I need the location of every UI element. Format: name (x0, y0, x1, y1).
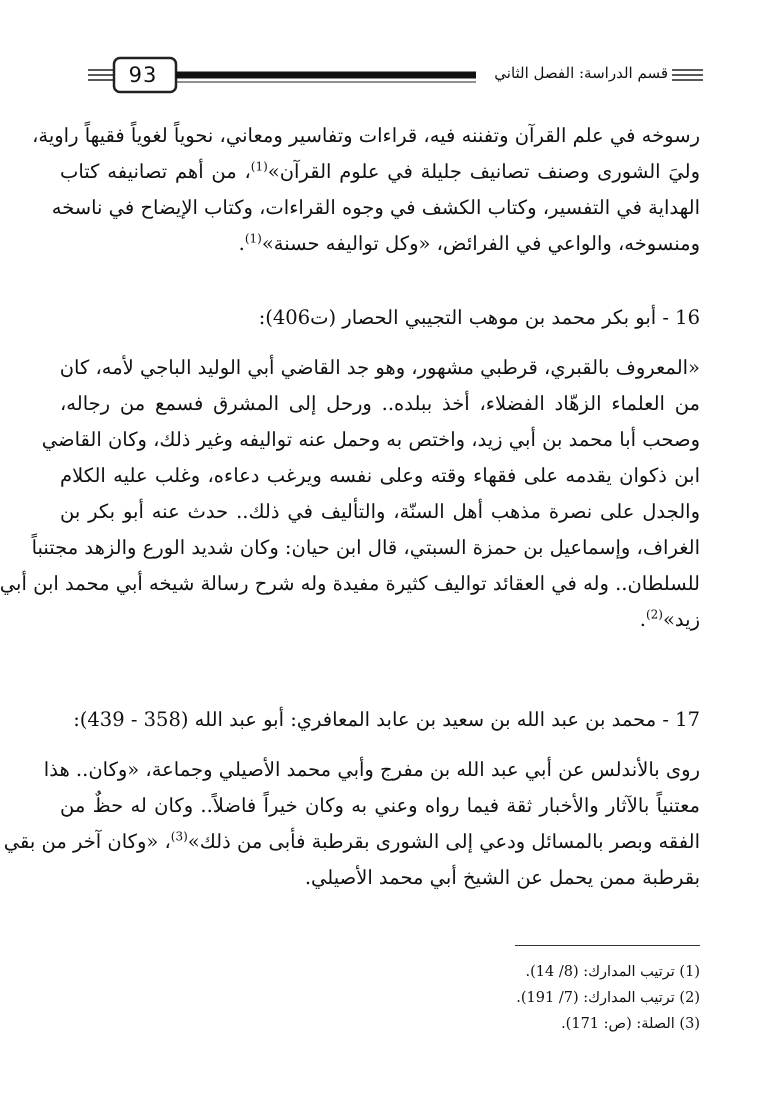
paragraph-line: «المعروف بالقبري، قرطبي مشهور، وهو جد القاضي أبي الوليد الباجي لأمه، كان (59, 356, 700, 379)
paragraph-line: للسلطان.. وله في العقائد تواليف كثيرة مفيدة وله شرح رسالة شيخه أبي محمد ابن أبي (0, 572, 700, 595)
paragraph-line: والجدل على نصرة مذهب أهل السنّة، والتأليف في ذلك.. حدث عنه أبو بكر بن (60, 500, 700, 523)
paragraph-line: وليَ الشورى وصنف تصانيف جليلة في علوم القرآن»$^{(1)}$، من أهم تصانيفه كتاب (60, 159, 700, 183)
entry-17-heading-wrap (60, 702, 700, 738)
paragraph-line: من العلماء الزهّاد الفضلاء، أخذ ببلده.. ورحل إلى المشرق فسمع من رجاله، (60, 392, 700, 415)
paragraph-line: ابن ذكوان يقدمه على فقهاء وقته وعلى نفسه ويرغب دعاءه، وغلب عليه الكلام (60, 464, 700, 487)
paragraph-line: بقرطبة ممن يحمل عن الشيخ أبي محمد الأصيلي. (304, 866, 700, 889)
header-rule (0, 0, 761, 110)
page-header (0, 0, 761, 110)
paragraph-3 (3, 752, 700, 896)
footnote: (2) ترتيب المدارك: (7/ 191). (516, 990, 700, 1006)
paragraph-line: وصحب أبا محمد بن أبي زيد، واختص به وحمل عنه تواليفه وغير ذلك، وكان القاضي (41, 428, 700, 451)
footnote-ref: (1) (250, 159, 268, 174)
paragraph-line: زيد»$^{(2)}$. (639, 607, 700, 631)
page-number: 93 (128, 63, 158, 87)
entry-16-heading-wrap (60, 300, 700, 336)
footnotes (60, 945, 700, 1037)
footnote: (3) الصلة: (ص: 171). (561, 1016, 700, 1032)
entry-17-heading: 17 - محمد بن عبد الله بن سعيد بن عابد المعافري: أبو عبد الله (358 - 439): (73, 708, 700, 731)
running-header-title: قسم الدراسة: الفصل الثاني (494, 64, 668, 82)
paragraph-1 (32, 118, 700, 262)
paragraph-line: معتنياً بالآثار والأخبار ثقة فيما رواه وعني به وكان خيراً فاضلاً.. وكان له حظٌ من (60, 794, 700, 817)
footnote-ref: (1) (244, 231, 262, 246)
paragraph-line: الفقه وبصر بالمسائل ودعي إلى الشورى بقرطبة فأبى من ذلك»$^{(3)}$، «وكان آخر من بقي (3, 829, 700, 853)
paragraph-line: ومنسوخه، والواعي في الفرائض، «وكل تواليفه حسنة»$^{(1)}$. (238, 231, 700, 255)
footnote-separator (515, 945, 700, 946)
footnote-ref: (2) (645, 607, 663, 622)
footnote: (1) ترتيب المدارك: (8/ 14). (525, 964, 700, 980)
paragraph-line: رسوخه في علم القرآن وتفننه فيه، قراءات وتفاسير ومعاني، نحوياً لغوياً فقيهاً راوية، (32, 124, 700, 147)
entry-16-heading: 16 - أبو بكر محمد بن موهب التجيبي الحصار (ت406): (258, 306, 700, 329)
paragraph-line: الهداية في التفسير، وكتاب الكشف في وجوه القراءات، وكتاب الإيضاح في ناسخه (51, 196, 700, 219)
footnote-ref: (3) (170, 829, 188, 844)
paragraph-2 (0, 350, 700, 638)
paragraph-line: روى بالأندلس عن أبي عبد الله بن مفرج وأبي محمد الأصيلي وجماعة، «وكان.. هذا (43, 758, 700, 781)
paragraph-line: الغراف، وإسماعيل بن حمزة السبتي، قال ابن حيان: وكان شديد الورع والزهد مجتنباً (31, 536, 700, 559)
